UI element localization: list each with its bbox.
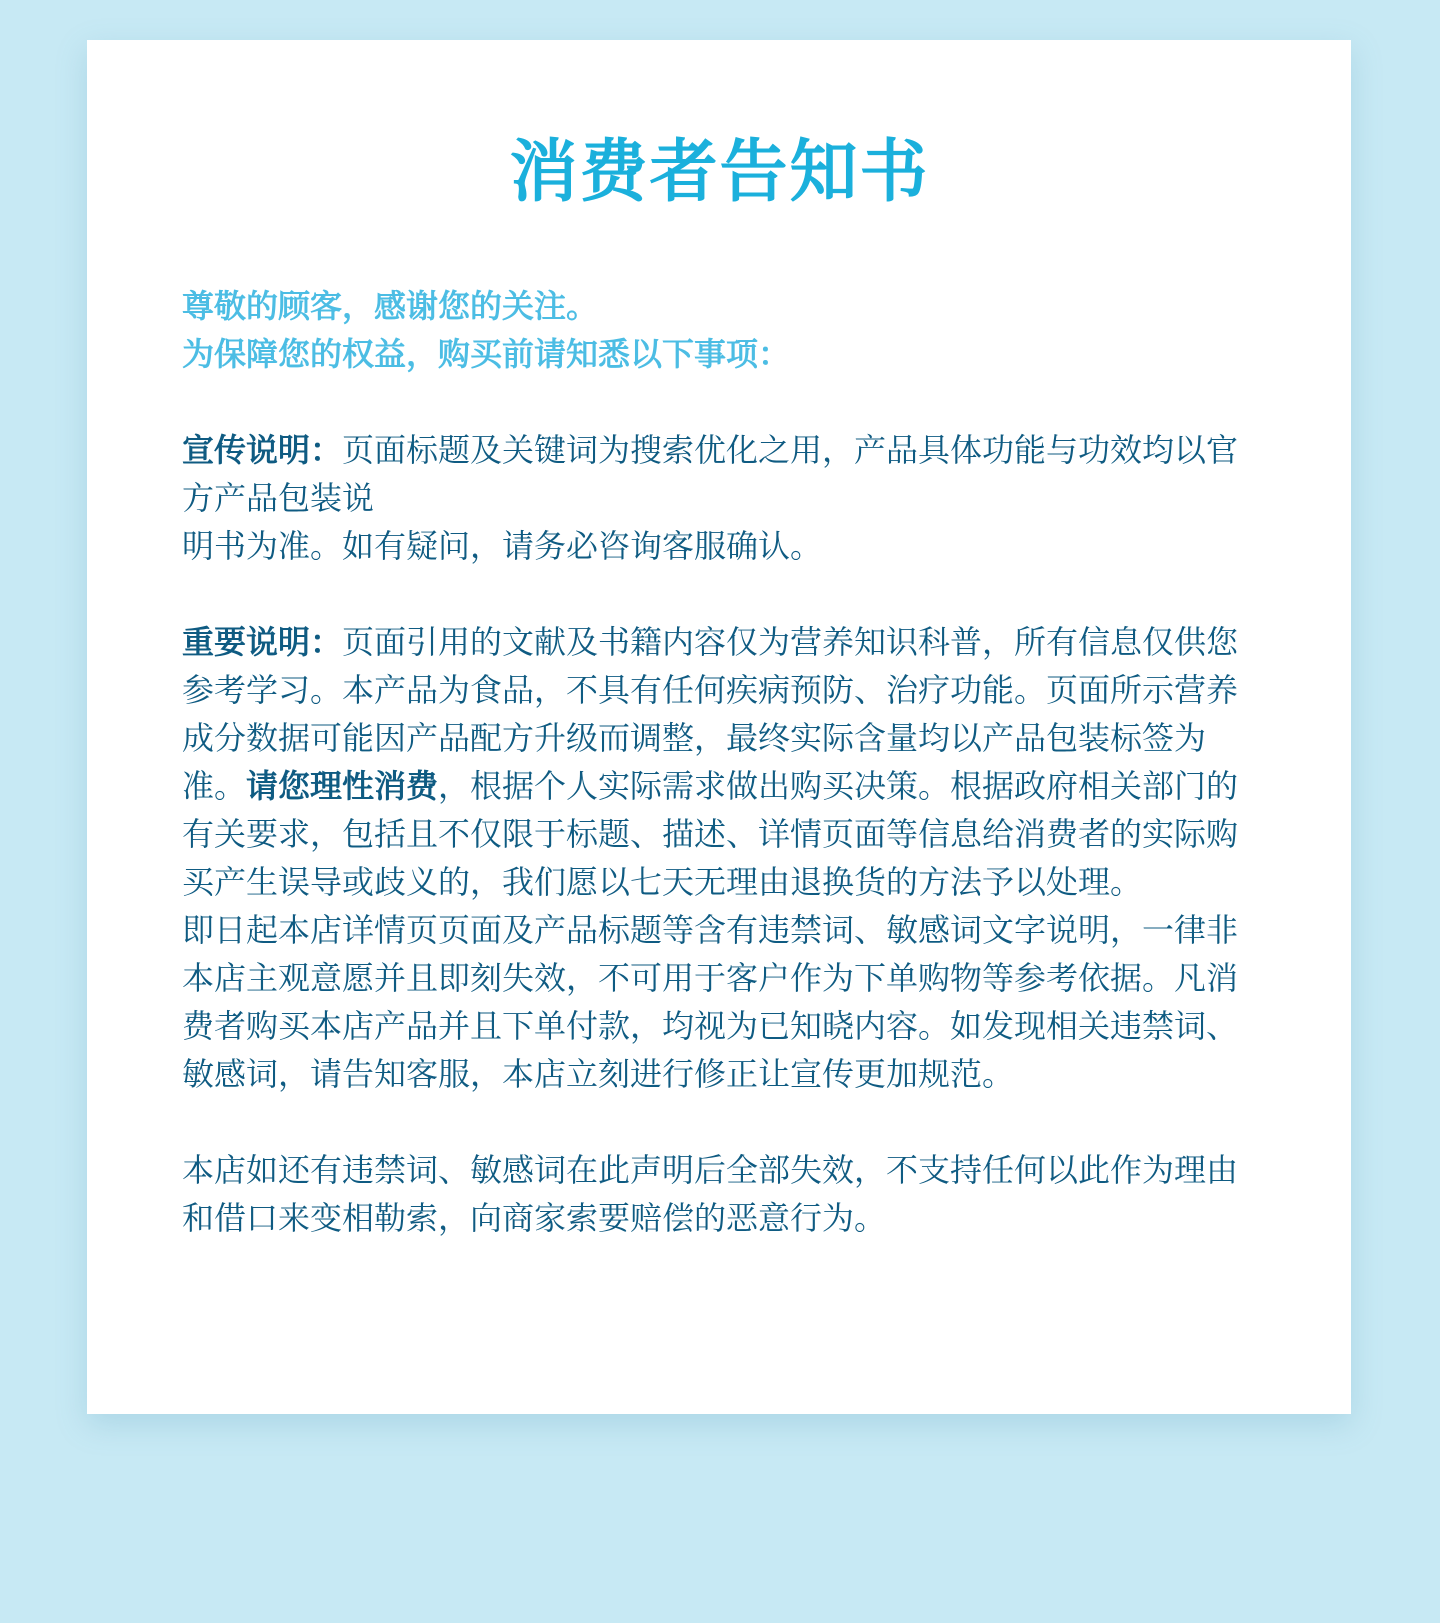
important-text-2: ，根据个人实际需求做出购买决策。根据政府相关部门的有关要求，包括且不仅限于标题、描述、详情页面等信息给消费者的实际购买产生误导或歧义的，我们愿以七天无理由退换货的方法予以处理。 (182, 767, 1239, 901)
important-emphasis: 请您理性消费 (246, 767, 439, 805)
closing-paragraph: 本店如还有违禁词、敏感词在此声明后全部失效，不支持任何以此作为理由和借口来变相勒索，向商家索要赔偿的恶意行为。 (182, 1151, 1239, 1237)
promo-text-1: 页面标题及关键词为搜索优化之用，产品具体功能与功效均以官方产品包装说 (182, 431, 1239, 517)
important-heading: 重要说明： (182, 623, 343, 661)
important-text-1: 页面引用的文献及书籍内容仅为营养知识科普，所有信息仅供您参考学习。本产品为食品，不具有任何疾病预防、治疗功能。页面所示营养成分数据可能因产品配方升级而调整，最终实际含量均以产品包装标签为准。 (182, 623, 1239, 805)
closing-section (182, 1146, 1257, 1242)
promo-heading: 宣传说明： (182, 431, 343, 469)
page-title: 消费者告知书 (509, 133, 930, 212)
important-section (182, 618, 1257, 1098)
greeting-line-1: 尊敬的顾客，感谢您的关注。 (182, 287, 599, 325)
greeting (182, 282, 1257, 378)
important-paragraph-1 (182, 618, 1257, 906)
important-paragraph-2: 即日起本店详情页页面及产品标题等含有违禁词、敏感词文字说明，一律非本店主观意愿并且即刻失效，不可用于客户作为下单购物等参考依据。凡消费者购买本店产品并且下单付款，均视为已知晓内容。如发现相关违禁词、敏感词，请告知客服，本店立刻进行修正让宣传更加规范。 (182, 911, 1239, 1093)
promo-paragraph-2: 明书为准。如有疑问，请务必咨询客服确认。 (182, 527, 823, 565)
promo-section (182, 426, 1257, 570)
notice-card (87, 40, 1351, 1414)
promo-paragraph-1 (182, 426, 1257, 522)
greeting-line-2: 为保障您的权益，购买前请知悉以下事项： (182, 335, 791, 373)
